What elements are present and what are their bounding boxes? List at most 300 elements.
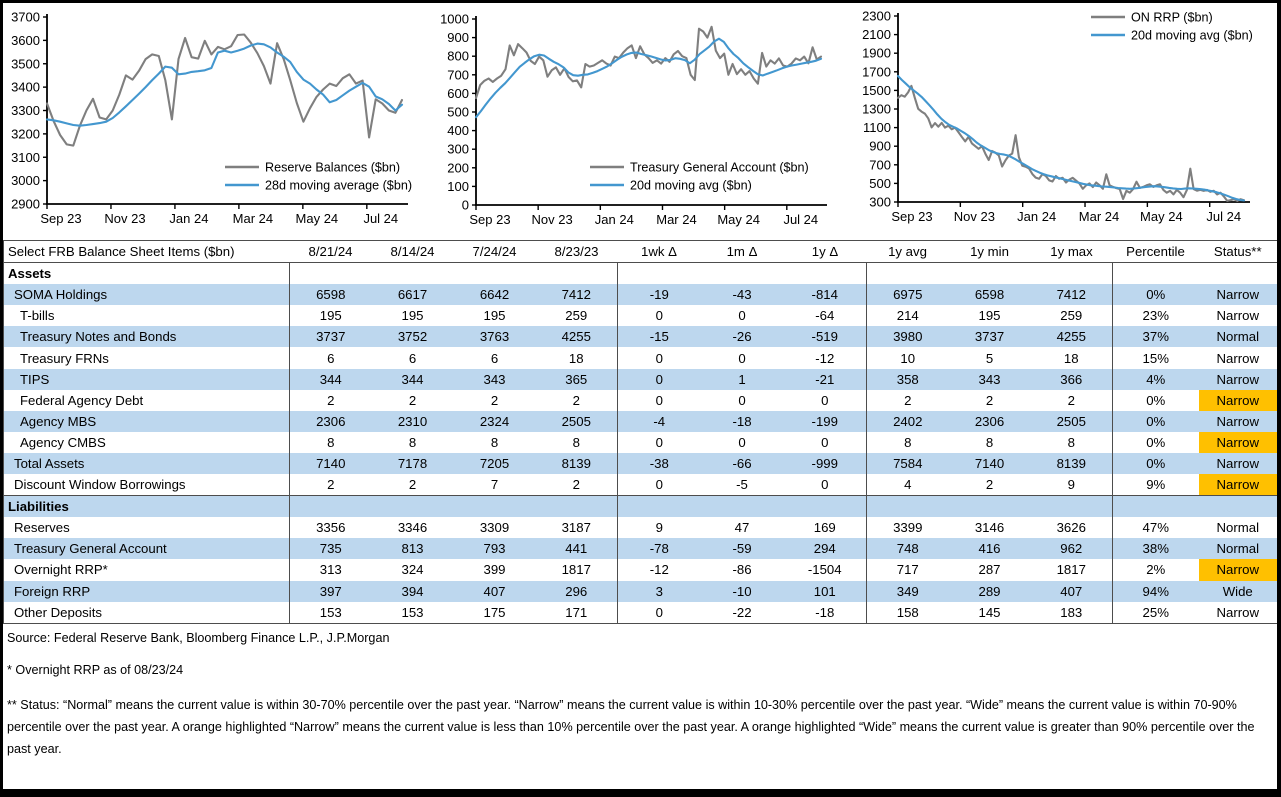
cell: -1504 [807,562,842,578]
svg-text:May 24: May 24 [1140,209,1183,224]
cell: 259 [1060,308,1083,324]
cell: 366 [1031,369,1113,390]
cell: 25% [1113,602,1199,624]
svg-text:Mar 24: Mar 24 [656,212,697,227]
balance-sheet-table [3,240,1278,624]
cell: 2 [290,390,372,411]
cell: 6 [290,347,372,368]
cell: 3187 [561,520,591,536]
svg-text:Jan 24: Jan 24 [594,212,634,227]
cell: 47% [1113,517,1199,538]
chart-reserve-balances [3,3,433,240]
cell: -86 [732,562,752,578]
column-header: 1y min [970,244,1009,260]
svg-text:Treasury General Account ($bn): Treasury General Account ($bn) [630,160,809,175]
cell: 3356 [290,517,372,538]
cell: -66 [701,453,784,474]
column-header: 1y Δ [811,244,839,260]
cell: 289 [949,581,1031,602]
status-cell: Narrow [1199,390,1278,411]
cell: 349 [867,581,949,602]
svg-text:May 24: May 24 [295,211,339,226]
svg-text:1300: 1300 [862,101,891,117]
status-footnote: ** Status: “Normal” means the current value is within 30-70% percentile over the past year. “Narrow” means the current value is within 10-30% percentile over the past year. “Wide” means the current value is within 70-90% percentile over the past year. A orange highlighted “Narrow” means the current value is less than 10% percentile over the past year. A orange highlighted “Wide” means the current value is greater than 90% percentile over the past year. [7,697,1255,756]
cell: -4 [618,411,701,432]
cell: 6975 [867,284,949,305]
cell: 748 [867,538,949,559]
row-label: Liabilities [4,496,290,518]
cell: 3980 [867,326,949,347]
status-cell: Wide [1199,581,1278,602]
table-row [4,581,1278,602]
svg-text:Jul 24: Jul 24 [1206,209,1242,224]
cell: 101 [784,581,867,602]
table-row [4,263,1278,285]
svg-text:20d moving avg ($bn): 20d moving avg ($bn) [630,178,752,193]
cell: 296 [536,581,618,602]
status-cell: Normal [1199,538,1278,559]
svg-text:May 24: May 24 [717,212,760,227]
cell: 23% [1113,305,1199,326]
svg-text:100: 100 [447,178,469,194]
cell: -5 [736,477,748,493]
cell: -15 [618,326,701,347]
cell: 0 [821,392,829,408]
cell: 1 [701,369,784,390]
cell: 0 [618,602,701,624]
chart-on-rrp [853,3,1277,240]
cell: 158 [867,602,949,624]
cell: 1817 [561,562,591,578]
charts-row [3,3,1277,240]
cell [1031,263,1113,285]
cell: 0 [821,434,829,450]
cell: 0 [618,390,701,411]
cell: 6 [408,350,417,366]
cell: 7140 [949,453,1031,474]
status-cell: Narrow [1199,411,1278,432]
svg-text:3300: 3300 [11,103,40,118]
svg-text:2100: 2100 [862,27,891,43]
cell: 8 [408,434,417,450]
status-cell [1199,263,1278,285]
cell: 399 [483,562,506,578]
table-row [4,474,1278,496]
cell: 2 [572,477,580,493]
cell [867,496,949,518]
svg-text:1100: 1100 [863,120,891,136]
cell: 3346 [397,520,428,536]
cell: 3737 [290,326,372,347]
cell [454,263,536,285]
svg-text:Nov 23: Nov 23 [104,211,146,226]
status-cell: Narrow [1199,432,1278,453]
cell: 2 [490,392,499,408]
cell: 441 [536,538,618,559]
svg-text:900: 900 [447,30,469,46]
cell: -26 [701,326,784,347]
cell: -21 [784,369,867,390]
cell: 37% [1113,326,1199,347]
cell: 7140 [290,453,372,474]
svg-text:300: 300 [447,141,469,157]
cell: 344 [372,369,454,390]
cell: 7412 [536,284,618,305]
status-cell: Narrow [1199,559,1278,580]
cell: 7205 [454,453,536,474]
cell: 813 [372,538,454,559]
cell: 2324 [454,411,536,432]
cell [949,496,1031,518]
svg-text:300: 300 [869,194,891,210]
cell: 7 [490,477,499,493]
cell: 169 [813,520,836,536]
cell: 145 [978,604,1001,620]
cell: 0 [738,350,746,366]
table-row [4,305,1278,326]
status-cell: Narrow [1199,369,1278,390]
cell: -38 [618,453,701,474]
column-header: 1wk Δ [641,244,677,260]
reserve-balances-chart [3,3,433,240]
cell: -18 [815,604,835,620]
cell [536,496,618,518]
cell: 793 [454,538,536,559]
svg-text:2900: 2900 [11,196,40,212]
cell: 3146 [974,520,1005,536]
svg-text:3400: 3400 [11,79,40,95]
cell: 7178 [372,453,454,474]
cell: 94% [1113,581,1199,602]
cell: 3737 [949,326,1031,347]
cell: 153 [401,604,424,620]
cell [372,496,454,518]
cell: 3752 [372,326,454,347]
cell: -10 [701,581,784,602]
cell: 0 [618,474,701,496]
cell: 8 [290,432,372,453]
cell: 4 [867,474,949,496]
source-note: Source: Federal Reserve Bank, Bloomberg Finance L.P., J.P.Morgan [7,630,390,645]
cell: 8139 [536,453,618,474]
cell: 0 [738,434,746,450]
cell: 2402 [867,411,949,432]
table-row [4,538,1278,559]
svg-text:Sep 23: Sep 23 [891,209,933,224]
cell: 175 [483,604,506,620]
cell: 0% [1113,390,1199,411]
cell [701,263,784,285]
svg-text:900: 900 [869,138,891,154]
cell: 7412 [1031,284,1113,305]
cell: 394 [372,581,454,602]
svg-text:1700: 1700 [862,64,891,80]
cell: 365 [536,369,618,390]
row-label: Other Deposits [14,604,102,620]
cell: 962 [1031,538,1113,559]
cell: 153 [290,602,372,624]
cell [618,496,701,518]
table-row [4,496,1278,518]
cell: 735 [290,538,372,559]
cell: 0 [618,369,701,390]
row-label: Federal Agency Debt [20,392,144,408]
svg-text:800: 800 [447,48,469,64]
row-label: Treasury FRNs [20,350,109,366]
cell: 2 [867,390,949,411]
cell: 2 [1067,392,1075,408]
cell: 343 [454,369,536,390]
cell: 8 [490,434,499,450]
chart-treasury-general-account [433,3,853,240]
cell: 2505 [1031,411,1113,432]
cell: 397 [290,581,372,602]
svg-text:1900: 1900 [862,45,891,61]
cell [701,496,784,518]
svg-text:700: 700 [869,157,891,173]
cell [618,263,701,285]
cell: 2 [408,477,417,493]
row-label: Agency CMBS [20,434,106,450]
column-header: 8/21/24 [308,244,353,260]
column-header: 1y max [1050,244,1093,260]
cell: 7584 [867,453,949,474]
column-header: 8/23/23 [554,244,599,260]
svg-text:Jan 24: Jan 24 [1017,209,1057,224]
cell: 3399 [867,517,949,538]
cell: 6 [490,350,499,366]
column-header: Percentile [1126,244,1185,260]
cell [290,496,372,518]
cell: 171 [565,604,588,620]
cell: 2306 [290,411,372,432]
table-row [4,432,1278,453]
cell: 0 [738,308,746,324]
svg-text:Nov 23: Nov 23 [953,209,995,224]
status-cell: Normal [1216,520,1259,536]
cell: 6642 [454,284,536,305]
svg-text:ON RRP ($bn): ON RRP ($bn) [1131,10,1213,25]
cell: -22 [732,604,752,620]
svg-text:Sep 23: Sep 23 [469,212,511,227]
cell: 717 [867,559,949,580]
row-label: Treasury General Account [4,538,290,559]
svg-text:Nov 23: Nov 23 [531,212,573,227]
cell: 3763 [454,326,536,347]
cell: 6617 [372,284,454,305]
cell: 0 [821,477,829,493]
svg-text:Reserve Balances ($bn): Reserve Balances ($bn) [265,160,401,175]
cell: 407 [1031,581,1113,602]
cell: 8 [867,432,949,453]
cell: 2 [408,392,417,408]
svg-text:200: 200 [447,160,469,176]
svg-text:400: 400 [447,123,469,139]
cell: 8 [572,434,580,450]
cell: 416 [949,538,1031,559]
tga-chart [433,3,853,240]
cell: 0% [1113,411,1199,432]
svg-text:Sep 23: Sep 23 [40,211,82,226]
cell: -64 [815,308,835,324]
svg-text:600: 600 [447,85,469,101]
cell: 8 [1067,434,1075,450]
row-label: TIPS [4,369,290,390]
cell: 183 [1060,604,1083,620]
cell: 0% [1113,432,1199,453]
row-label: SOMA Holdings [4,284,290,305]
cell: 2310 [372,411,454,432]
cell: -814 [784,284,867,305]
cell: 18 [1063,350,1079,366]
cell: 0 [618,305,701,326]
table-row [4,369,1278,390]
svg-text:20d moving avg ($bn): 20d moving avg ($bn) [1131,28,1253,43]
cell: -59 [701,538,784,559]
rrp-footnote: * Overnight RRP as of 08/23/24 [7,662,184,677]
cell [454,496,536,518]
svg-text:500: 500 [869,175,891,191]
cell: -519 [784,326,867,347]
status-cell [1199,496,1278,518]
cell: 287 [978,562,1001,578]
cell: 4% [1113,369,1199,390]
cell: 2 [985,392,994,408]
cell: 195 [401,308,424,324]
svg-text:700: 700 [447,67,469,83]
cell: 4255 [1031,326,1113,347]
cell: 9% [1113,474,1199,496]
cell: -19 [618,284,701,305]
row-label: Foreign RRP [4,581,290,602]
svg-text:2300: 2300 [862,8,891,24]
cell: 18 [568,350,584,366]
cell: 344 [290,369,372,390]
cell: 47 [734,520,750,536]
cell: 2505 [536,411,618,432]
cell: 259 [565,308,588,324]
cell: 324 [401,562,424,578]
cell: -199 [784,411,867,432]
svg-text:Jan 24: Jan 24 [169,211,209,226]
cell: 15% [1113,347,1199,368]
table-header-row [4,241,1278,263]
svg-text:Mar 24: Mar 24 [232,211,274,226]
column-header: Status** [1213,244,1262,260]
status-cell: Narrow [1216,308,1259,324]
cell: 358 [867,369,949,390]
cell [536,263,618,285]
status-cell: Normal [1199,326,1278,347]
cell: 343 [949,369,1031,390]
status-cell: Narrow [1199,453,1278,474]
svg-text:3500: 3500 [11,56,40,72]
table-title: Select FRB Balance Sheet Items ($bn) [8,244,235,260]
column-header: 8/14/24 [390,244,435,260]
cell [1113,263,1199,285]
svg-text:3100: 3100 [11,149,40,165]
svg-text:3200: 3200 [11,126,40,142]
cell: -18 [701,411,784,432]
row-label: Treasury Notes and Bonds [4,326,290,347]
cell: -12 [815,350,835,366]
cell: 2 [572,392,580,408]
status-cell: Narrow [1199,474,1278,496]
cell: -78 [618,538,701,559]
cell: 0% [1113,453,1199,474]
cell: 0% [1113,284,1199,305]
cell: -999 [784,453,867,474]
status-cell: Narrow [1216,350,1259,366]
row-label: Overnight RRP* [14,562,108,578]
cell [1113,496,1199,518]
cell: -43 [701,284,784,305]
table-row [4,347,1278,368]
cell: 9 [618,517,701,538]
table-row [4,517,1278,538]
row-label: Total Assets [4,453,290,474]
cell: 195 [483,308,506,324]
svg-text:Jul 24: Jul 24 [363,211,399,226]
table-row [4,284,1278,305]
cell: 3 [618,581,701,602]
row-label: T-bills [20,308,55,324]
cell: 0 [618,347,701,368]
status-cell: Narrow [1216,604,1259,620]
status-cell: Narrow [1199,284,1278,305]
footnotes [3,631,1277,760]
cell [372,263,454,285]
column-header: 7/24/24 [472,244,517,260]
column-header: 1m Δ [726,244,758,260]
cell: 0 [738,392,746,408]
cell: 4255 [536,326,618,347]
cell: 214 [867,305,949,326]
cell: 2 [985,477,994,493]
on-rrp-chart [853,3,1277,240]
row-label: Reserves [14,520,70,536]
cell: 10 [867,347,949,368]
cell: 195 [290,305,372,326]
table-row [4,411,1278,432]
cell [949,263,1031,285]
cell: 195 [978,308,1001,324]
cell: 407 [454,581,536,602]
column-header: 1y avg [888,244,927,260]
svg-text:3700: 3700 [11,9,40,25]
row-label: Assets [8,266,52,282]
svg-text:0: 0 [461,197,469,213]
cell: 0 [618,432,701,453]
cell: 8 [985,434,994,450]
row-label: Discount Window Borrowings [14,477,186,493]
cell: 9 [1067,477,1075,493]
cell: 5 [985,350,994,366]
table-row [4,390,1278,411]
cell: 38% [1113,538,1199,559]
cell: 294 [784,538,867,559]
svg-text:1500: 1500 [862,82,891,98]
cell: 1817 [1056,562,1086,578]
cell: 313 [290,559,372,580]
cell: 3309 [479,520,510,536]
svg-text:28d moving average ($bn): 28d moving average ($bn) [265,178,413,193]
cell [867,263,949,285]
cell [1031,496,1113,518]
cell: 2% [1113,559,1199,580]
svg-text:3600: 3600 [11,32,40,48]
table-body [4,263,1278,624]
